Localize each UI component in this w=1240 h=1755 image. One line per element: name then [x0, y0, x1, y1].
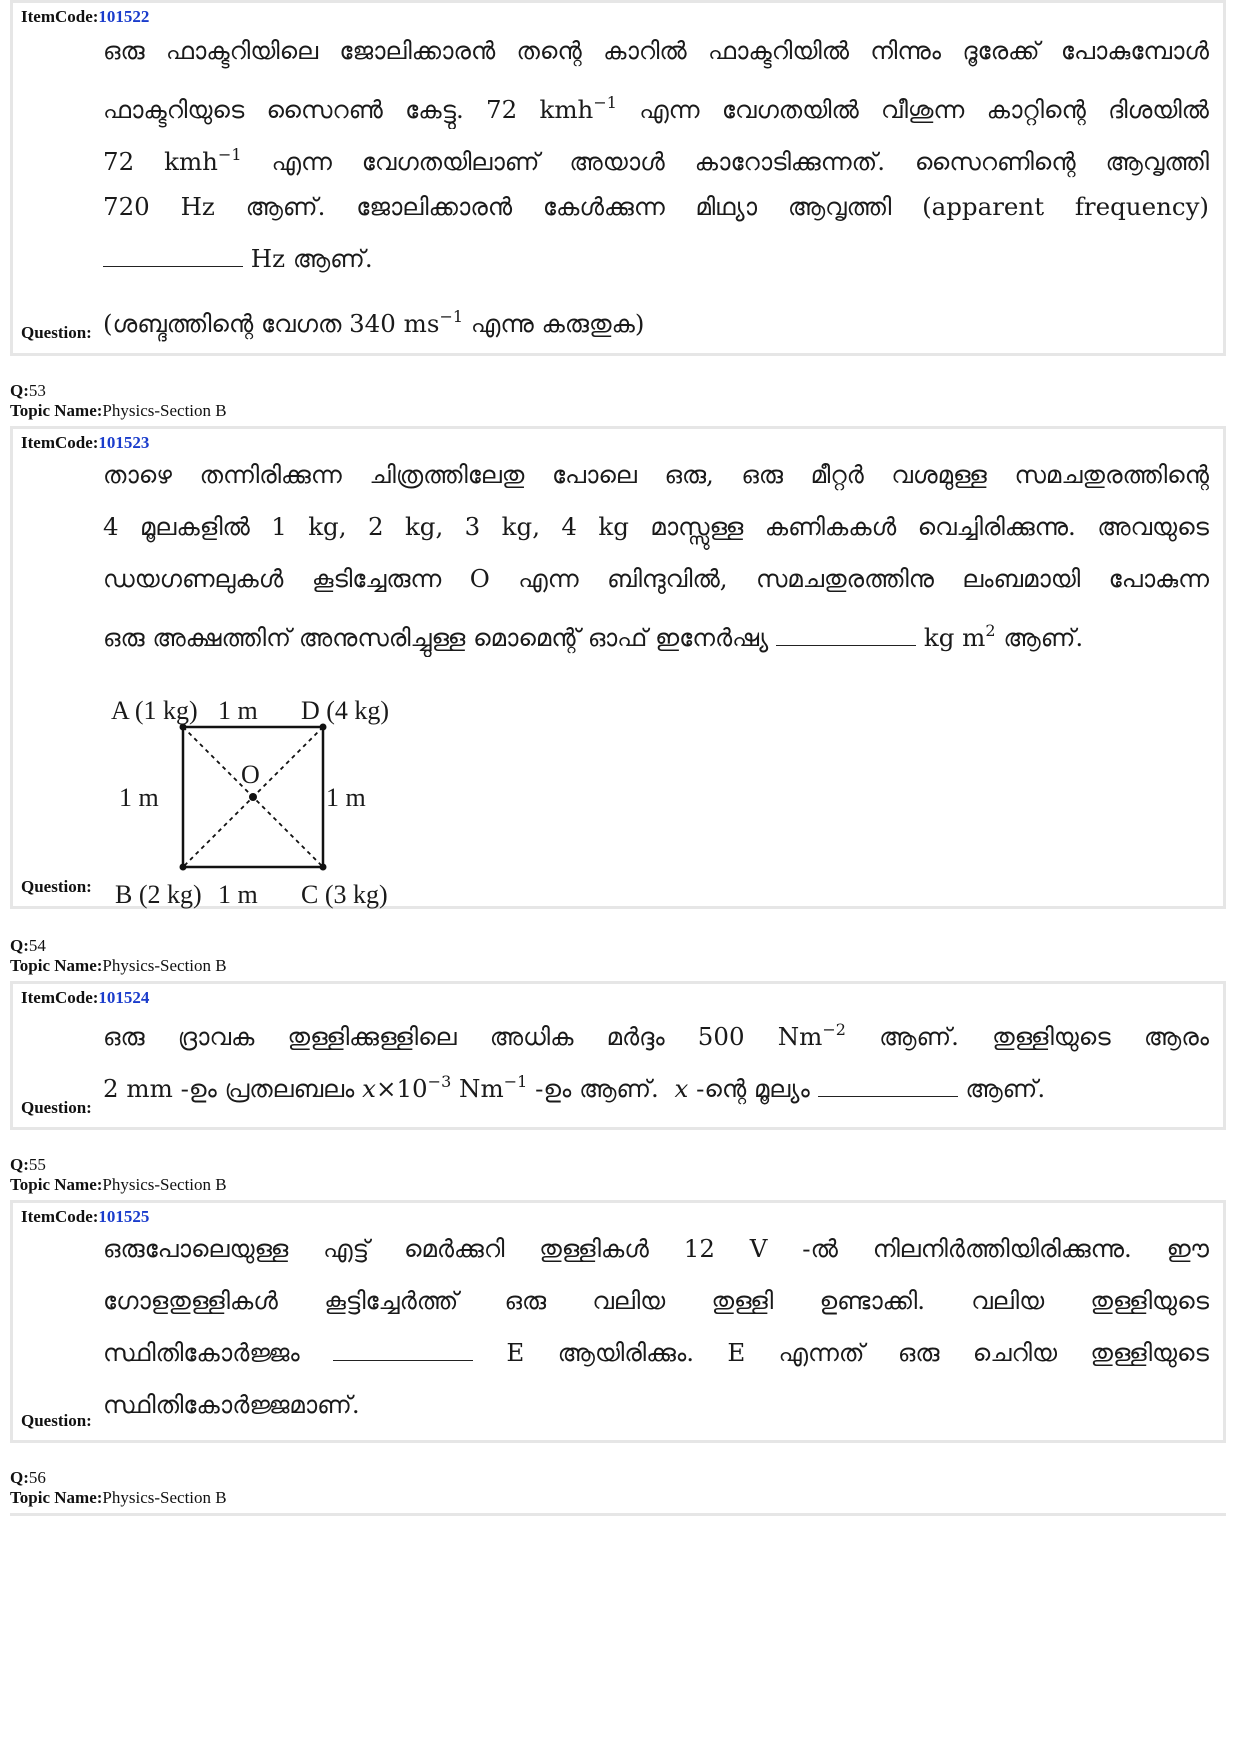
- label-side-bottom: 1 m: [218, 880, 258, 909]
- text-line: ഒരു ദ്രാവക തുള്ളിക്കുള്ളിലെ അധിക മർദ്ദം 500 $Nm^{-2}$ ആണ്. തുള്ളിയുടെ ആരം: [103, 1020, 1209, 1051]
- question-meta-55: Q:55 Topic Name:Physics-Section B: [10, 1155, 227, 1194]
- text-line: സ്ഥിതികോർജ്ജമാണ്.: [103, 1390, 360, 1419]
- question-meta-56: Q:56 Topic Name:Physics-Section B: [10, 1468, 227, 1507]
- text-line: ഒരു അക്ഷത്തിന് അനുസരിച്ചുള്ള മൊമെന്റ് ഓഫ് ഇനേർഷ്യ kg $m^2$ ആണ്.: [103, 605, 1209, 657]
- text-line: 4 മൂലകളിൽ 1 kg, 2 kg, 3 kg, 4 kg മാസ്സുള്ള കണികകൾ വെച്ചിരിക്കുന്നു. അവയുടെ: [103, 512, 1209, 541]
- text-line: Hz ആണ്.: [103, 233, 1209, 285]
- point-o: [249, 793, 257, 801]
- item-code-value: 101523: [98, 433, 150, 452]
- question-text: [103, 1004, 1209, 1108]
- item-code: ItemCode:101524: [21, 988, 150, 1007]
- label-side-left: 1 m: [119, 783, 159, 812]
- text-line: 72 kmh$^{-1}$ എന്ന വേഗതയിലാണ് അയാൾ കാറോടിക്കുന്നത്. സൈറണിന്റെ ആവൃത്തി: [103, 145, 1209, 176]
- question-meta-53: Q:53 Topic Name:Physics-Section B: [10, 381, 227, 420]
- item-code-value: 101522: [98, 7, 150, 26]
- question-meta-54: Q:54 Topic Name:Physics-Section B: [10, 936, 227, 975]
- label-o: O: [241, 760, 260, 789]
- topic-name: Physics-Section B: [102, 401, 227, 420]
- question-number: 55: [28, 1155, 46, 1174]
- topic-name: Physics-Section B: [102, 956, 227, 975]
- text-line: (ശബ്ദത്തിന്റെ വേഗത 340 $ms^{-1}$ എന്നു കരുതുക): [103, 307, 645, 338]
- answer-blank: [333, 1331, 473, 1361]
- question-number: 56: [28, 1468, 46, 1487]
- text-line: 720 Hz ആണ്. ജോലിക്കാരൻ കേൾക്കുന്ന മിഥ്യാ ആവൃത്തി (apparent frequency): [103, 192, 1209, 221]
- topic-name: Physics-Section B: [102, 1175, 227, 1194]
- text-line: താഴെ തന്നിരിക്കുന്ന ചിത്രത്തിലേതു പോലെ ഒരു, ഒരു മീറ്റർ വശമുള്ള സമചതുരത്തിന്റെ: [103, 460, 1209, 489]
- question-label: Question:: [21, 1098, 92, 1117]
- question-card-101522: [10, 0, 1226, 356]
- item-code: ItemCode:101522: [21, 7, 150, 26]
- topic-name: Physics-Section B: [102, 1488, 227, 1507]
- question-card-101525: [10, 1200, 1226, 1443]
- question-card-101523: [10, 426, 1226, 909]
- point-b: [180, 864, 187, 871]
- text-line: ഡയഗണലുകൾ കൂടിച്ചേരുന്ന O എന്ന ബിന്ദുവിൽ, സമചതുരത്തിനു ലംബമായി പോകുന്ന: [103, 564, 1209, 593]
- text-line: ഒരുപോലെയുള്ള എട്ട് മെർക്കുറി തുള്ളികൾ 12 V -ൽ നിലനിർത്തിയിരിക്കുന്നു. ഈ: [103, 1234, 1209, 1263]
- divider: [10, 1513, 1226, 1516]
- question-label: Question:: [21, 1411, 92, 1430]
- text-line: ഗോളതുള്ളികൾ കൂട്ടിച്ചേർത്ത് ഒരു വലിയ തുള്ളി ഉണ്ടാക്കി. വലിയ തുള്ളിയുടെ: [103, 1286, 1209, 1315]
- answer-blank: [776, 616, 916, 646]
- label-side-right: 1 m: [326, 783, 366, 812]
- text-line: ഒരു ഫാക്ടറിയിലെ ജോലിക്കാരൻ തന്റെ കാറിൽ ഫാക്ടറിയിൽ നിന്നും ദൂരേക്ക് പോകുമ്പോൾ: [103, 36, 1209, 65]
- item-code-value: 101524: [98, 988, 150, 1007]
- label-c: C (3 kg): [301, 880, 388, 909]
- question-text: [103, 449, 1209, 657]
- question-number: 53: [28, 381, 46, 400]
- point-c: [320, 864, 327, 871]
- label-side-top: 1 m: [218, 696, 258, 725]
- label-d: D (4 kg): [301, 696, 390, 725]
- item-code: ItemCode:101523: [21, 433, 150, 452]
- answer-blank: [818, 1067, 958, 1097]
- item-code-value: 101525: [98, 1207, 150, 1226]
- item-code: ItemCode:101525: [21, 1207, 150, 1226]
- question-label: Question:: [21, 323, 92, 342]
- text-line: ഫാക്ടറിയുടെ സൈറൺ കേട്ടു. 72 kmh$^{-1}$ എന്ന വേഗതയിൽ വീശുന്ന കാറ്റിന്റെ ദിശയിൽ: [103, 93, 1209, 124]
- question-text: [103, 25, 1209, 343]
- square-masses-figure: [101, 691, 431, 921]
- question-text: [103, 1223, 1209, 1431]
- text-line: 2 mm -ഉം പ്രതലബലം $x\times 10^{-3}$ $Nm^{-1}$ -ഉം ആണ്. x -ന്റെ മൂല്യം ആണ്.: [103, 1056, 1209, 1108]
- text-line: സ്ഥിതികോർജ്ജം E ആയിരിക്കും. E എന്നത് ഒരു ചെറിയ തുള്ളിയുടെ: [103, 1327, 1209, 1379]
- question-number: 54: [28, 936, 46, 955]
- answer-blank: [103, 237, 243, 267]
- label-b: B (2 kg): [115, 880, 202, 909]
- question-card-101524: [10, 981, 1226, 1130]
- label-a: A (1 kg): [111, 696, 198, 725]
- question-label: Question:: [21, 877, 92, 896]
